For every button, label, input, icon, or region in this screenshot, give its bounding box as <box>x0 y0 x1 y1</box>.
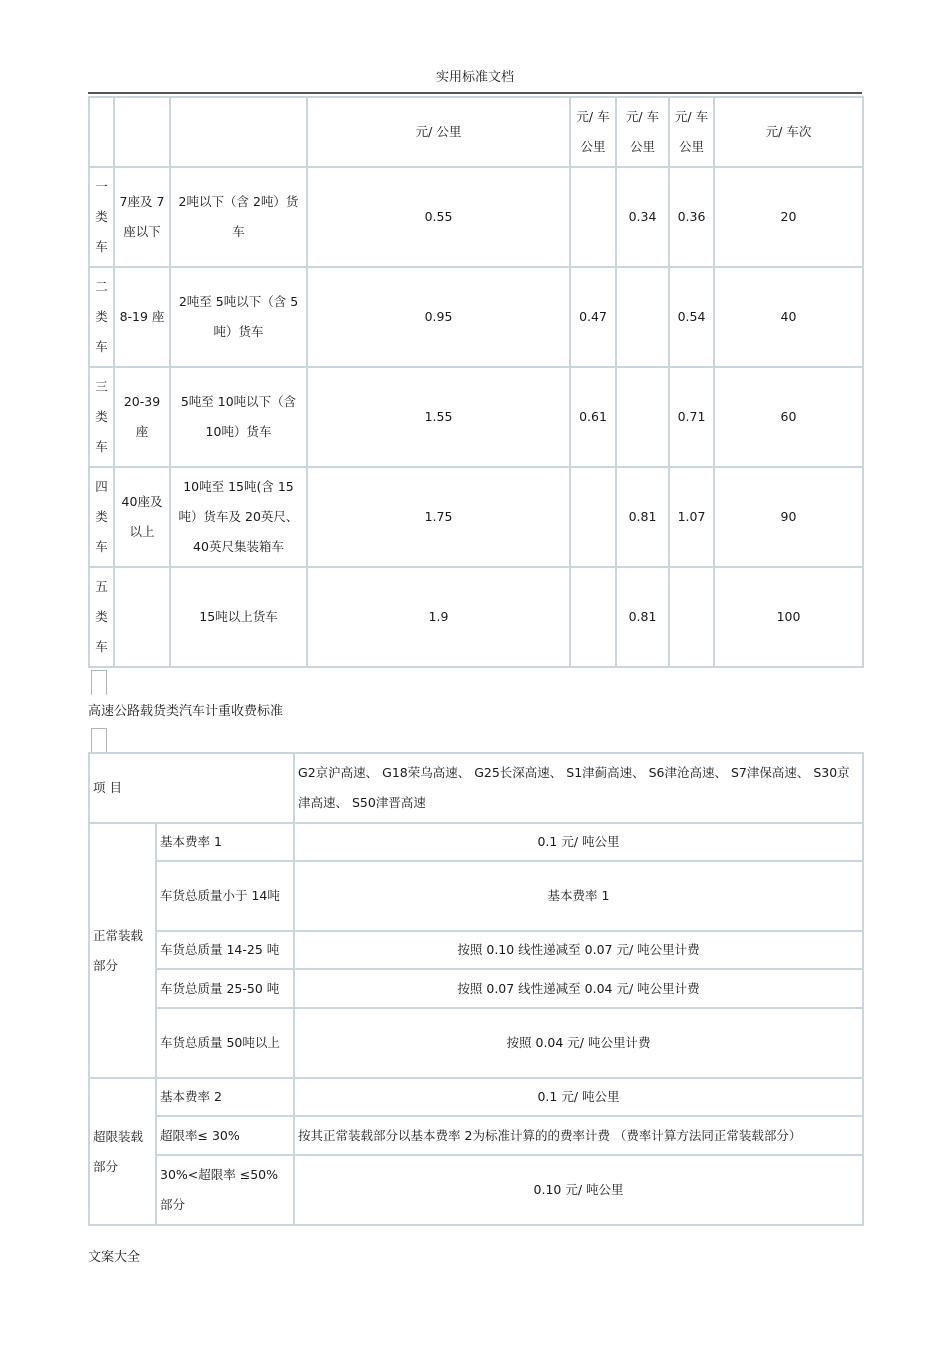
vehicle-class-cell: 一类车 <box>89 167 114 267</box>
item-header-cell: 项 目 <box>89 753 294 823</box>
condition-cell: 30%<超限率 ≤50%部分 <box>156 1155 294 1225</box>
rate-cell: 0.81 <box>616 567 669 667</box>
rate-cell <box>570 567 616 667</box>
placeholder-marker <box>91 670 107 695</box>
seat-range-cell: 20-39 座 <box>114 367 170 467</box>
vehicle-class-cell: 二类车 <box>89 267 114 367</box>
rate-cell: 基本费率 1 <box>294 861 863 931</box>
weight-toll-table <box>88 752 864 1226</box>
placeholder-marker <box>91 728 107 753</box>
truck-weight-cell: 10吨至 15吨(含 15吨）货车及 20英尺、40英尺集装箱车 <box>170 467 307 567</box>
rate-cell: 0.1 元/ 吨公里 <box>294 1078 863 1116</box>
header-cell <box>170 97 307 167</box>
header-cell: 元/ 车次 <box>714 97 863 167</box>
rate-cell: 0.10 元/ 吨公里 <box>294 1155 863 1225</box>
table-row <box>89 753 863 823</box>
table-row <box>89 567 863 667</box>
header-cell: 元/ 车 公里 <box>570 97 616 167</box>
seat-range-cell <box>114 567 170 667</box>
rate-cell: 20 <box>714 167 863 267</box>
rate-cell <box>616 367 669 467</box>
overlimit-load-label: 超限装载部分 <box>89 1078 156 1225</box>
table-row <box>89 267 863 367</box>
rate-cell: 0.1 元/ 吨公里 <box>294 823 863 861</box>
section-caption: 高速公路载货类汽车计重收费标准 <box>88 704 284 719</box>
rate-cell <box>669 567 714 667</box>
rate-cell: 按照 0.07 线性递减至 0.04 元/ 吨公里计费 <box>294 969 863 1008</box>
rate-cell: 按其正常装载部分以基本费率 2为标准计算的的费率计费 （费率计算方法同正常装载部分） <box>294 1116 863 1155</box>
rate-cell <box>616 267 669 367</box>
seat-range-cell: 8-19 座 <box>114 267 170 367</box>
rate-cell: 1.9 <box>307 567 570 667</box>
rate-cell: 40 <box>714 267 863 367</box>
rate-cell: 1.75 <box>307 467 570 567</box>
header-cell: 元/ 车 公里 <box>616 97 669 167</box>
table-header-row <box>89 97 863 167</box>
table-row <box>89 1155 863 1225</box>
rate-cell: 100 <box>714 567 863 667</box>
header-cell: 元/ 公里 <box>307 97 570 167</box>
table-row <box>89 1008 863 1078</box>
table-row <box>89 931 863 969</box>
table-row <box>89 823 863 861</box>
rate-cell: 0.95 <box>307 267 570 367</box>
rate-cell: 0.71 <box>669 367 714 467</box>
rate-cell: 60 <box>714 367 863 467</box>
table-row <box>89 861 863 931</box>
condition-cell: 超限率≤ 30% <box>156 1116 294 1155</box>
table-row <box>89 1078 863 1116</box>
truck-weight-cell: 2吨以下（含 2吨）货车 <box>170 167 307 267</box>
rate-cell: 0.61 <box>570 367 616 467</box>
table-row <box>89 167 863 267</box>
rate-cell <box>570 167 616 267</box>
condition-cell: 车货总质量小于 14吨 <box>156 861 294 931</box>
rate-cell: 按照 0.04 元/ 吨公里计费 <box>294 1008 863 1078</box>
rate-cell: 0.47 <box>570 267 616 367</box>
rate-cell: 0.55 <box>307 167 570 267</box>
vehicle-class-cell: 四类车 <box>89 467 114 567</box>
rate-cell: 0.81 <box>616 467 669 567</box>
header-rule <box>88 92 862 94</box>
vehicle-toll-table <box>88 96 864 668</box>
rate-cell: 0.34 <box>616 167 669 267</box>
seat-range-cell: 40座及 以上 <box>114 467 170 567</box>
rate-cell: 90 <box>714 467 863 567</box>
condition-cell: 车货总质量 50吨以上 <box>156 1008 294 1078</box>
truck-weight-cell: 2吨至 5吨以下（含 5吨）货车 <box>170 267 307 367</box>
header-cell: 元/ 车 公里 <box>669 97 714 167</box>
table-row <box>89 1116 863 1155</box>
condition-cell: 基本费率 1 <box>156 823 294 861</box>
truck-weight-cell: 5吨至 10吨以下（含 10吨）货车 <box>170 367 307 467</box>
condition-cell: 车货总质量 25-50 吨 <box>156 969 294 1008</box>
condition-cell: 基本费率 2 <box>156 1078 294 1116</box>
vehicle-class-cell: 五类车 <box>89 567 114 667</box>
rate-cell: 0.54 <box>669 267 714 367</box>
document-header-title: 实用标准文档 <box>435 70 514 85</box>
normal-load-label: 正常装载部分 <box>89 823 156 1078</box>
vehicle-class-cell: 三类车 <box>89 367 114 467</box>
truck-weight-cell: 15吨以上货车 <box>170 567 307 667</box>
rate-cell: 1.55 <box>307 367 570 467</box>
document-footer: 文案大全 <box>88 1250 141 1265</box>
seat-range-cell: 7座及 7座以下 <box>114 167 170 267</box>
table-row <box>89 367 863 467</box>
rate-cell <box>570 467 616 567</box>
table-row <box>89 969 863 1008</box>
header-cell <box>89 97 114 167</box>
rate-cell: 1.07 <box>669 467 714 567</box>
rate-cell: 0.36 <box>669 167 714 267</box>
table-row <box>89 467 863 567</box>
header-cell <box>114 97 170 167</box>
rate-cell: 按照 0.10 线性递减至 0.07 元/ 吨公里计费 <box>294 931 863 969</box>
routes-cell: G2京沪高速、 G18荣乌高速、 G25长深高速、 S1津蓟高速、 S6津沧高速、 S7津保高速、 S30京津高速、 S50津晋高速 <box>294 753 863 823</box>
condition-cell: 车货总质量 14-25 吨 <box>156 931 294 969</box>
